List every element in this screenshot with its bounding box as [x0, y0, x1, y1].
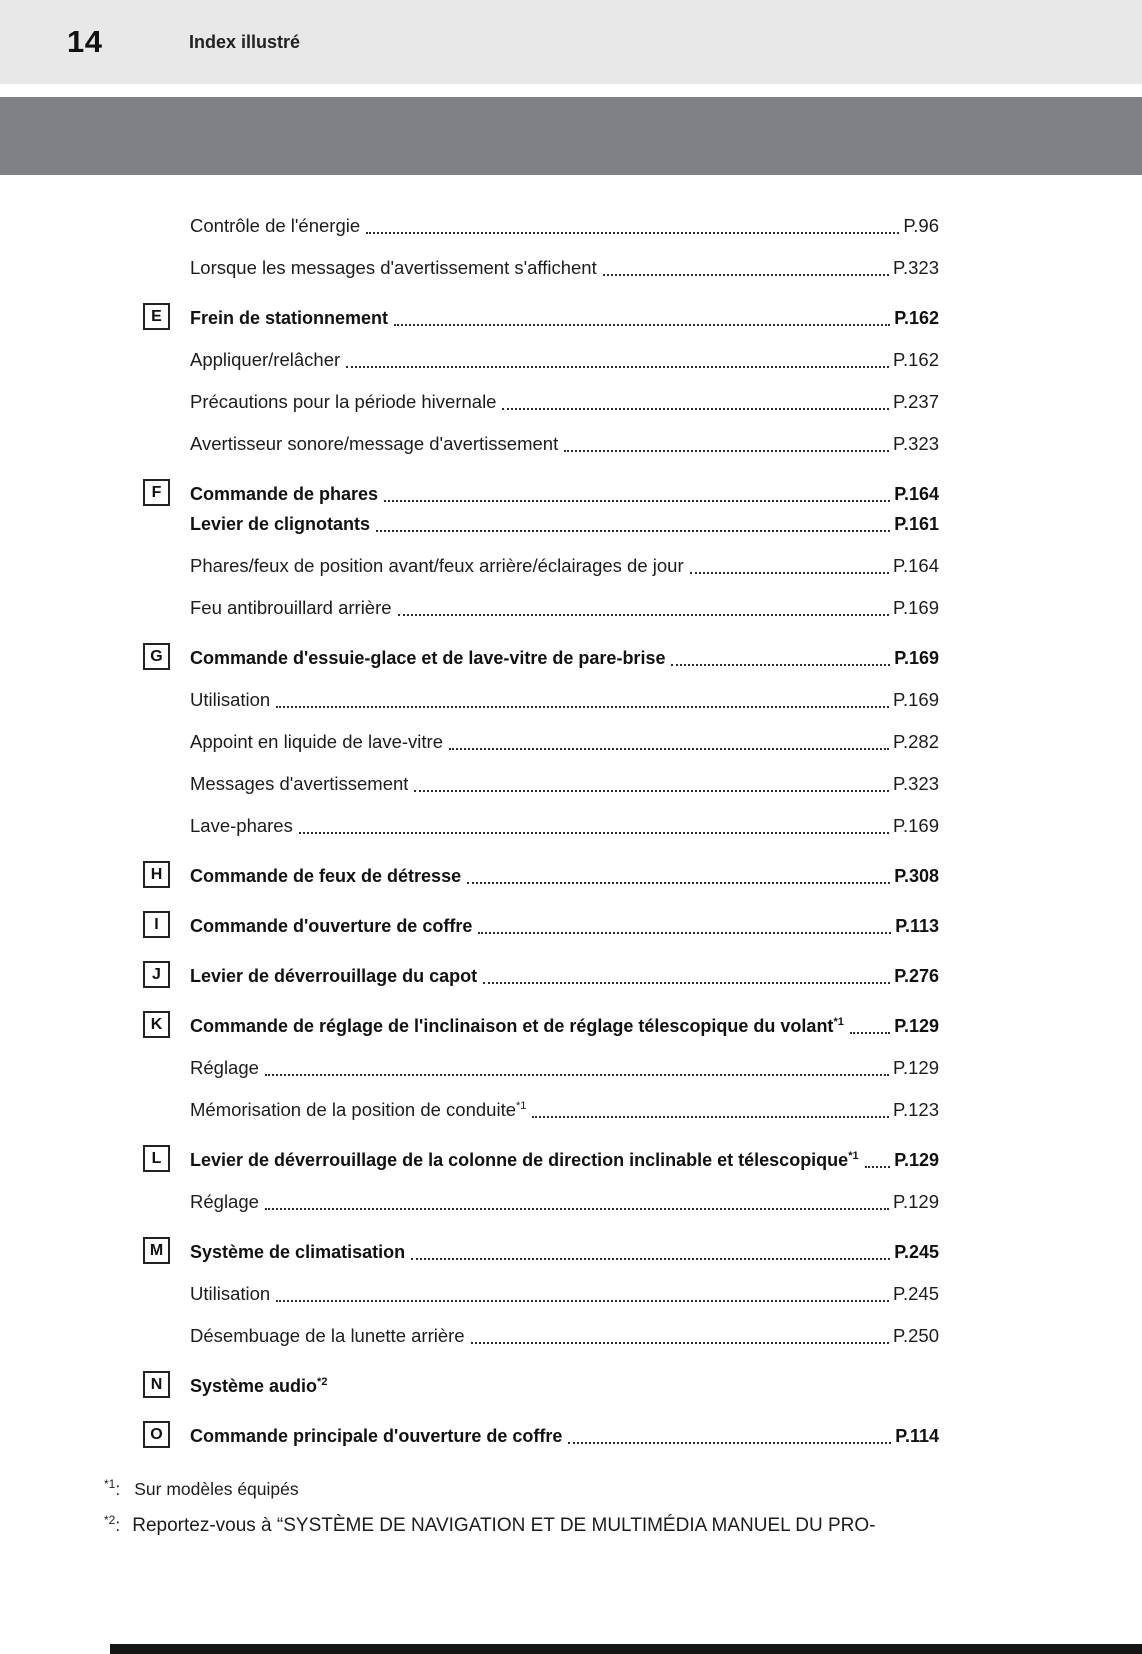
dot-leader: [366, 232, 899, 234]
entry-label: [190, 347, 340, 373]
page-ref: P.123: [893, 1099, 939, 1120]
dot-leader: [502, 408, 889, 410]
dot-leader: [690, 572, 889, 574]
entry-text: Phares/feux de position avant/feux arrière/éclairages de jour: [190, 555, 684, 576]
letter-cell: [143, 479, 190, 507]
dot-leader: [603, 274, 889, 276]
index-entry: [143, 347, 939, 373]
index-entry: [143, 431, 939, 457]
entry-label: [190, 863, 461, 889]
entry-label: [190, 511, 370, 537]
entry-label: [190, 305, 388, 331]
index-entry: [143, 1011, 939, 1039]
letter-cell: [143, 961, 190, 989]
letter-cell: [143, 1011, 190, 1039]
index-entry: [143, 729, 939, 755]
dot-leader: [471, 1342, 889, 1344]
dot-leader: [671, 664, 890, 666]
index-entry: [143, 1371, 939, 1399]
entry-label: [190, 1281, 270, 1307]
page-ref: P.113: [895, 916, 939, 936]
section-letter-badge: N: [143, 1371, 170, 1398]
entry-text: Avertisseur sonore/message d'avertissement: [190, 433, 559, 454]
entry-label: [190, 687, 270, 713]
entry-label: [190, 255, 597, 281]
dot-leader: [299, 832, 889, 834]
dot-leader: [564, 450, 889, 452]
page-ref: P.161: [894, 514, 939, 534]
letter-cell: [143, 1237, 190, 1265]
index-entry: [143, 255, 939, 281]
entry-label: [190, 1147, 859, 1173]
index-entry: [143, 643, 939, 671]
dot-leader: [483, 982, 890, 984]
entry-label: [190, 1373, 327, 1399]
index-entry: [143, 511, 939, 537]
entry-text: Contrôle de l'énergie: [190, 215, 361, 236]
entry-label: [190, 481, 378, 507]
page-ref: P.250: [893, 1325, 939, 1346]
page-ref: P.276: [894, 966, 939, 986]
entry-text: Commande de feux de détresse: [190, 866, 462, 886]
entry-text: Commande de réglage de l'inclinaison et de réglage télescopique du volant: [190, 1016, 834, 1036]
page-ref: P.308: [894, 866, 939, 886]
entry-text: Messages d'avertissement: [190, 773, 409, 794]
dot-leader: [850, 1032, 890, 1034]
index-entry: [143, 1323, 939, 1349]
dot-leader: [865, 1166, 891, 1168]
page-ref: P.169: [893, 689, 939, 710]
page-ref: P.162: [894, 308, 939, 328]
letter-cell: [143, 911, 190, 939]
index-entry: [143, 1237, 939, 1265]
entry-text: Système de climatisation: [190, 1242, 406, 1262]
entry-text: Appoint en liquide de lave-vitre: [190, 731, 443, 752]
entry-label: [190, 913, 472, 939]
section-letter-badge: K: [143, 1011, 170, 1038]
footnote: [104, 1513, 1142, 1537]
index-entry: [143, 813, 939, 839]
letter-cell: [143, 1371, 190, 1399]
dot-leader: [394, 324, 890, 326]
dot-leader: [276, 706, 889, 708]
entry-text: Appliquer/relâcher: [190, 349, 341, 370]
section-letter-badge: E: [143, 303, 170, 330]
entry-label: [190, 1239, 405, 1265]
entry-text: Utilisation: [190, 1283, 271, 1304]
index-entry: [143, 687, 939, 713]
index-entry: [143, 1421, 939, 1449]
page-ref: P.96: [903, 215, 939, 236]
index-entry: [143, 771, 939, 797]
index-entry: [143, 1055, 939, 1081]
footnote-marker: *2: [104, 1512, 116, 1527]
section-letter-badge: F: [143, 479, 170, 506]
section-letter-badge: I: [143, 911, 170, 938]
entry-text: Levier de déverrouillage de la colonne de direction inclinable et télescopique: [190, 1150, 849, 1170]
section-letter-badge: L: [143, 1145, 170, 1172]
index-entry: [143, 595, 939, 621]
page-ref: P.237: [893, 391, 939, 412]
entry-text: Commande d'essuie-glace et de lave-vitre de pare-brise: [190, 648, 666, 668]
page-ref: P.129: [893, 1191, 939, 1212]
footnotes: [104, 1477, 1142, 1537]
section-image-band: [0, 97, 1142, 175]
letter-cell: [143, 1421, 190, 1449]
entry-text: Réglage: [190, 1191, 259, 1212]
entry-label: [190, 431, 558, 457]
page-ref: P.245: [894, 1242, 939, 1262]
entry-footnote-marker: *1: [848, 1150, 859, 1162]
index-entry: [143, 1281, 939, 1307]
page-ref: P.169: [893, 815, 939, 836]
footnote-separator: :: [115, 1514, 121, 1535]
entry-label: [190, 1423, 562, 1449]
index-entry: [143, 1189, 939, 1215]
dot-leader: [265, 1074, 889, 1076]
entry-text: Lave-phares: [190, 815, 293, 836]
section-letter-badge: H: [143, 861, 170, 888]
footnote-text: Sur modèles équipés: [134, 1478, 299, 1499]
entry-text: Système audio: [190, 1376, 318, 1396]
page-ref: P.245: [893, 1283, 939, 1304]
index-entry: [143, 1145, 939, 1173]
entry-text: Lorsque les messages d'avertissement s'affichent: [190, 257, 597, 278]
entry-label: [190, 553, 684, 579]
page-ref: P.323: [893, 257, 939, 278]
entry-text: Commande de phares: [190, 484, 379, 504]
entry-text: Précautions pour la période hivernale: [190, 391, 497, 412]
page-ref: P.162: [893, 349, 939, 370]
page-ref: P.164: [894, 484, 939, 504]
page-number: 14: [67, 24, 103, 59]
entry-label: [190, 1323, 465, 1349]
dot-leader: [276, 1300, 889, 1302]
page-ref: P.129: [894, 1150, 939, 1170]
page-ref: P.169: [894, 648, 939, 668]
letter-cell: [143, 861, 190, 889]
index-entry: [143, 1097, 939, 1123]
dot-leader: [376, 530, 890, 532]
section-letter-badge: M: [143, 1237, 170, 1264]
section-letter-badge: J: [143, 961, 170, 988]
dot-leader: [346, 366, 889, 368]
dot-leader: [478, 932, 891, 934]
entry-text: Feu antibrouillard arrière: [190, 597, 392, 618]
section-letter-badge: O: [143, 1421, 170, 1448]
page-ref: P.323: [893, 433, 939, 454]
entry-label: [190, 1055, 259, 1081]
entry-text: Mémorisation de la position de conduite: [190, 1099, 516, 1120]
entry-text: Utilisation: [190, 689, 271, 710]
page-ref: P.323: [893, 773, 939, 794]
letter-cell: [143, 643, 190, 671]
entry-label: [190, 645, 665, 671]
entry-label: [190, 595, 392, 621]
entry-text: Réglage: [190, 1057, 259, 1078]
index-entry: [143, 861, 939, 889]
entry-label: [190, 771, 408, 797]
index-entry: [143, 479, 939, 507]
dot-leader: [467, 882, 890, 884]
dot-leader: [532, 1116, 889, 1118]
dot-leader: [449, 748, 889, 750]
dot-leader: [398, 614, 889, 616]
page-ref: P.169: [893, 597, 939, 618]
footnote-separator: :: [115, 1478, 121, 1499]
index-entry: [143, 303, 939, 331]
entry-label: [190, 729, 443, 755]
entry-text: Levier de déverrouillage du capot: [190, 966, 478, 986]
entry-label: [190, 1189, 259, 1215]
page-ref: P.129: [893, 1057, 939, 1078]
bottom-page-bar: [110, 1644, 1142, 1654]
entry-label: [190, 1013, 844, 1039]
entry-footnote-marker: *2: [317, 1376, 328, 1388]
footnote-marker: *1: [104, 1477, 116, 1491]
index-entry: [143, 961, 939, 989]
entry-footnote-marker: *1: [833, 1016, 844, 1028]
dot-leader: [384, 500, 890, 502]
page-ref: P.164: [893, 555, 939, 576]
entry-label: [190, 963, 477, 989]
index-entry: [143, 553, 939, 579]
entry-label: [190, 813, 293, 839]
index-entry: [143, 213, 939, 239]
dot-leader: [265, 1208, 889, 1210]
index-entry: [143, 911, 939, 939]
page-header-title: Index illustré: [189, 31, 301, 52]
entry-label: [190, 389, 496, 415]
letter-cell: [143, 303, 190, 331]
page-ref: P.129: [894, 1016, 939, 1036]
entry-text: Commande principale d'ouverture de coffre: [190, 1426, 563, 1446]
entry-label: [190, 213, 360, 239]
entry-text: Désembuage de la lunette arrière: [190, 1325, 465, 1346]
letter-cell: [143, 1145, 190, 1173]
entry-label: [190, 1097, 526, 1123]
footnote: [104, 1477, 1142, 1500]
entry-text: Levier de clignotants: [190, 514, 371, 534]
section-letter-badge: G: [143, 643, 170, 670]
page-ref: P.282: [893, 731, 939, 752]
page-ref: P.114: [895, 1426, 939, 1446]
entry-text: Frein de stationnement: [190, 308, 389, 328]
dot-leader: [568, 1442, 891, 1444]
footnote-text: Reportez-vous à “SYSTÈME DE NAVIGATION ET DE MULTIMÉDIA MANUEL DU PRO-: [132, 1514, 876, 1536]
index-entry: [143, 389, 939, 415]
page-header: [0, 0, 1142, 84]
index-list: [0, 175, 1142, 1449]
dot-leader: [411, 1258, 890, 1260]
dot-leader: [414, 790, 889, 792]
entry-footnote-marker: *1: [516, 1099, 527, 1112]
entry-text: Commande d'ouverture de coffre: [190, 916, 473, 936]
